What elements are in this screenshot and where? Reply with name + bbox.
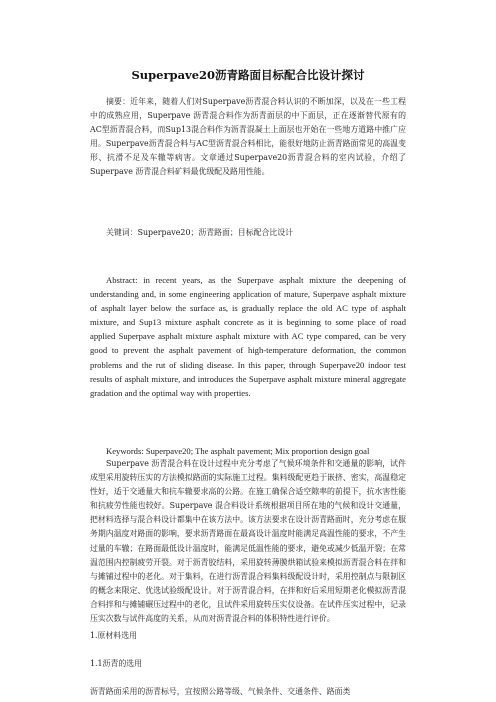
abstract-chinese bbox=[90, 95, 406, 180]
abstract-english bbox=[90, 273, 406, 400]
body-paragraph-text: Superpave 沥青混合料在设计过程中充分考虑了气候环境条件和交通量的影响，试件成型采用旋转压实的方法模拟路面的实际施工过程。集料级配更趋于嵌挤、密实，高温稳定性好，适于交通量大和抗车辙要求高的公路。在施工确保合适空隙率的前提下，抗水害性能和抗疲劳性能也较好。Superpave 混合料设计系统根据项目所在地的气候和设计交通量，把材料选择与混合料设计都集中在该方法中。该方法要求在设计沥青路面时，充分考虑在服务期内温度对路面的影响，要求沥青路面在最高设计温度时能满足高温性能的要求，不产生过量的车辙；在路面最低设计温度时，能满足低温性能的要求，避免或减少低温开裂；在常温范围内控制疲劳开裂。对于沥青胶结料，采用旋转薄膜烘箱试验来模拟沥青混合料在拌和与摊铺过程中的老化。对于集料，在进行沥青混合料集料级配设计时，采用控制点与限制区的概念来限定、优选试验级配设计。对于沥青混合料，在拌和好后采用短期老化模拟沥青混合料拌和与摊铺碾压过程中的老化，且试件采用旋转压实仪设备。在试件压实过程中，记录压实次数与试件高度的关系，从而对沥青混合料的体积特性进行评价。 bbox=[90, 459, 406, 624]
abstract-english-text: Abstract: in recent years, as the Superpave asphalt mixture the deepening of understanding and, in some engineering application of mature, Superpave asphalt mixture of asphalt layer below the surface as, is gradually replace the old AC type of asphalt mixture, and Sup13 mixture asphalt concrete as it is beginning to some place of road applied Superpave asphalt mixture asphalt mixture with AC type compared, can be very good to prevent the asphalt pavement of high-temperature deformation, the common problems and the rut of sliding disease. In this paper, through Superpave20 indoor test results of asphalt mixture, and introduces the Superpave asphalt mixture mineral aggregate gradation and the optimal way with properties. bbox=[90, 275, 406, 398]
keywords-english-text: Keywords: Superpave20; The asphalt pavement; Mix proportion design goal bbox=[106, 446, 370, 456]
section-heading-1-1 bbox=[90, 657, 406, 671]
body-paragraph bbox=[90, 457, 406, 626]
keywords-chinese bbox=[90, 226, 406, 240]
section-1-1-paragraph-text: 沥青路面采用的沥青标号，宜按照公路等级、气候条件、交通条件、路面类 bbox=[90, 687, 351, 696]
section-heading-1-1-text: 1.1沥青的选用 bbox=[90, 659, 143, 668]
keywords-chinese-text: 关键词：Superpave20；沥青路面；目标配合比设计 bbox=[106, 228, 294, 237]
section-1-1-paragraph bbox=[90, 685, 406, 699]
section-heading-1 bbox=[90, 629, 406, 643]
document-title: Superpave20沥青路面目标配合比设计探讨 bbox=[131, 68, 365, 82]
abstract-chinese-text: 摘要：近年来，随着人们对Superpave沥青混合料认识的不断加深，以及在一些工程中的成熟应用，Superpave 沥青混合料作为沥青面层的中下面层，正在逐渐替代原有的AC型沥青混合料，而Sup13混合料作为沥青混凝土上面层也开始在一些地方道路中推广应用。Superpave沥青混合料与AC型沥青混合料相比，能很好地防止沥青路面常见的高温变形、抗滑不足及车辙等病害。文章通过Superpave20沥青混合料的室内试验，介绍了 Superpave 沥青混合料矿料最优级配及路用性能。 bbox=[90, 97, 406, 177]
section-heading-1-text: 1.原材料选用 bbox=[90, 631, 137, 640]
keywords-english bbox=[90, 444, 406, 458]
